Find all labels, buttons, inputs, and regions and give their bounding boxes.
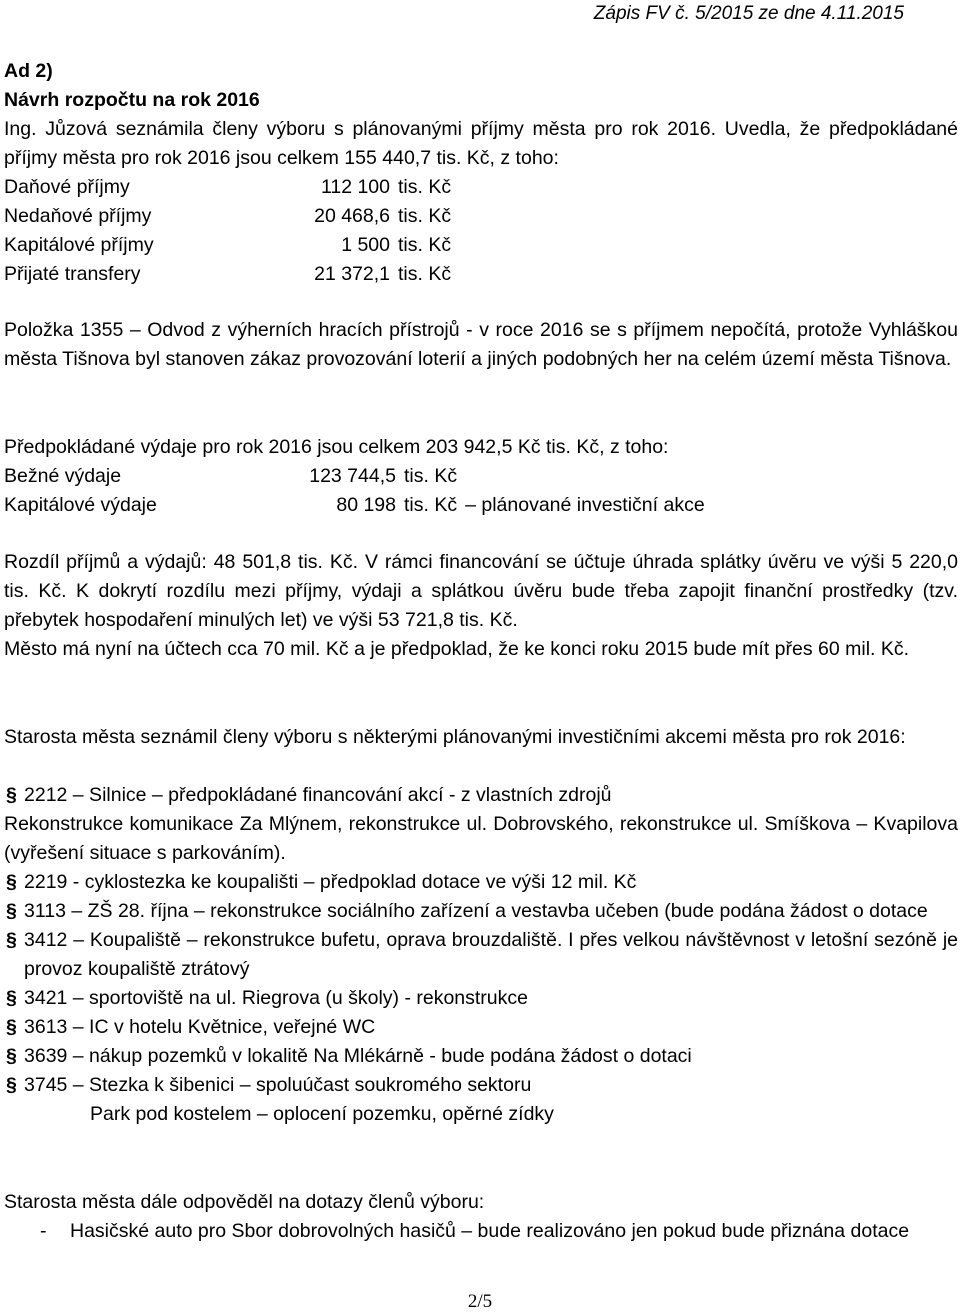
- expense-amount: 80 198: [336, 494, 396, 516]
- action-detail: Rekonstrukce komunikace Za Mlýnem, rekonstrukce ul. Dobrovského, rekonstrukce ul. Smíškova – Kvapilova (vyřešení situace s parkováním).: [4, 813, 958, 864]
- mayor-intro: Starosta města seznámil členy výboru s některými plánovanými investičními akcemi města pro rok 2016:: [4, 726, 906, 748]
- action-item: [4, 984, 958, 1013]
- income-unit: tis. Kč: [398, 263, 452, 285]
- action-item: [4, 926, 958, 984]
- income-label: Daňové příjmy: [4, 176, 130, 198]
- income-amount: 20 468,6: [314, 205, 390, 227]
- income-row: [4, 173, 958, 202]
- action-text: 2219 - cyklostezka ke koupališti – předpoklad dotace ve výši 12 mil. Kč: [24, 871, 637, 893]
- section-heading: [4, 57, 958, 115]
- expense-label: Bežné výdaje: [4, 465, 122, 487]
- page-number: 2/5: [467, 1291, 493, 1312]
- expense-amount: 123 744,5: [309, 465, 396, 487]
- intro-paragraph: Ing. Jůzová seznámila členy výboru s plánovanými příjmy města pro rok 2016. Uvedla, že předpokládané příjmy města pro rok 2016 jsou celkem 155 440,7 tis. Kč, z toho:: [4, 118, 958, 169]
- action-text: 3113 – ZŠ 28. října – rekonstrukce sociálního zařízení a vestavba učeben (bude podána žádost o dotace: [24, 900, 928, 922]
- action-text: 3421 – sportoviště na ul. Riegrova (u školy) - rekonstrukce: [24, 987, 528, 1009]
- expense-unit: tis. Kč: [404, 465, 458, 487]
- income-unit: tis. Kč: [398, 234, 452, 256]
- action-item: [4, 781, 958, 810]
- accounts-paragraph: Město má nyní na účtech cca 70 mil. Kč a je předpoklad, že ke konci roku 2015 bude mít přes 60 mil. Kč.: [4, 638, 910, 660]
- income-unit: tis. Kč: [398, 176, 452, 198]
- income-amount: 112 100: [320, 176, 390, 198]
- action-text: 3745 – Stezka k šibenici – spoluúčast soukromého sektoru: [24, 1074, 532, 1096]
- expenses-table: [4, 462, 958, 520]
- income-amount: 21 372,1: [314, 263, 390, 285]
- action-text: 3412 – Koupaliště – rekonstrukce bufetu, oprava brouzdaliště. I přes velkou návštěvnost v letošní sezóně je provoz koupaliště ztrátový: [24, 929, 958, 980]
- expense-row: [4, 462, 958, 491]
- action-item: [4, 1013, 958, 1042]
- answer-item: [4, 1217, 958, 1246]
- income-row: [4, 231, 958, 260]
- difference-detail: V rámci financování se účtuje úhrada splátky úvěru ve výši 5 220,0 tis. Kč. K dokrytí rozdílu mezi příjmy, výdaji a splátkou úvěru bude třeba zapojit finanční prostředky (tzv. přebytek hospodaření minulých let) ve výši 53 721,8 tis. Kč.: [4, 551, 958, 631]
- actions-list: [4, 781, 958, 1129]
- income-amount: 1 500: [341, 234, 390, 256]
- section-bullet-icon: §: [6, 871, 17, 893]
- section-bullet-icon: §: [6, 929, 17, 951]
- income-label: Nedaňové příjmy: [4, 205, 152, 227]
- action-text: 3639 – nákup pozemků v lokalitě Na Mlékárně - bude podána žádost o dotaci: [24, 1045, 692, 1067]
- section-bullet-icon: §: [6, 1074, 17, 1096]
- answer-text: Hasičské auto pro Sbor dobrovolných hasičů – bude realizováno jen pokud bude přiznána dotace: [70, 1220, 910, 1242]
- expense-row: [4, 491, 958, 520]
- expense-unit: tis. Kč: [404, 494, 458, 516]
- income-label: Kapitálové příjmy: [4, 234, 154, 256]
- expense-label: Kapitálové výdaje: [4, 494, 157, 516]
- difference-summary: Rozdíl příjmů a výdajů: 48 501,8 tis. Kč.: [4, 551, 359, 573]
- section-number: Ad 2): [4, 60, 53, 82]
- section-bullet-icon: §: [6, 1016, 17, 1038]
- section-bullet-icon: §: [6, 784, 17, 806]
- income-label: Přijaté transfery: [4, 263, 141, 285]
- action-text: 3613 – IC v hotelu Květnice, veřejné WC: [24, 1016, 376, 1038]
- answers-list: [4, 1217, 958, 1246]
- page-header: Zápis FV č. 5/2015 ze dne 4.11.2015: [593, 3, 904, 24]
- difference-paragraph: [4, 548, 958, 635]
- section-bullet-icon: §: [6, 987, 17, 1009]
- income-row: [4, 260, 958, 289]
- answers-intro: Starosta města dále odpověděl na dotazy členů výboru:: [4, 1191, 485, 1213]
- section-bullet-icon: §: [6, 1045, 17, 1067]
- income-unit: tis. Kč: [398, 205, 452, 227]
- action-text: 2212 – Silnice – předpokládané financování akcí - z vlastních zdrojů: [24, 784, 612, 806]
- action-item: [4, 897, 958, 926]
- park-item: Park pod kostelem – oplocení pozemku, opěrné zídky: [90, 1103, 554, 1125]
- income-row: [4, 202, 958, 231]
- item-1355-paragraph: Položka 1355 – Odvod z výherních hracích přístrojů - v roce 2016 se s příjmem nepočítá, protože Vyhláškou města Tišnova byl stanoven zákaz provozování loterií a jiných podobných her na celém území města Tišnova.: [4, 319, 958, 370]
- action-item: [4, 868, 958, 897]
- income-table: [4, 173, 958, 289]
- expenses-intro: Předpokládané výdaje pro rok 2016 jsou celkem 203 942,5 Kč tis. Kč, z toho:: [4, 436, 669, 458]
- expense-note: – plánované investiční akce: [465, 494, 705, 516]
- action-item: [4, 1042, 958, 1071]
- section-bullet-icon: §: [6, 900, 17, 922]
- dash-bullet: -: [40, 1220, 47, 1242]
- action-item: [4, 1071, 958, 1100]
- section-title: Návrh rozpočtu na rok 2016: [4, 89, 260, 111]
